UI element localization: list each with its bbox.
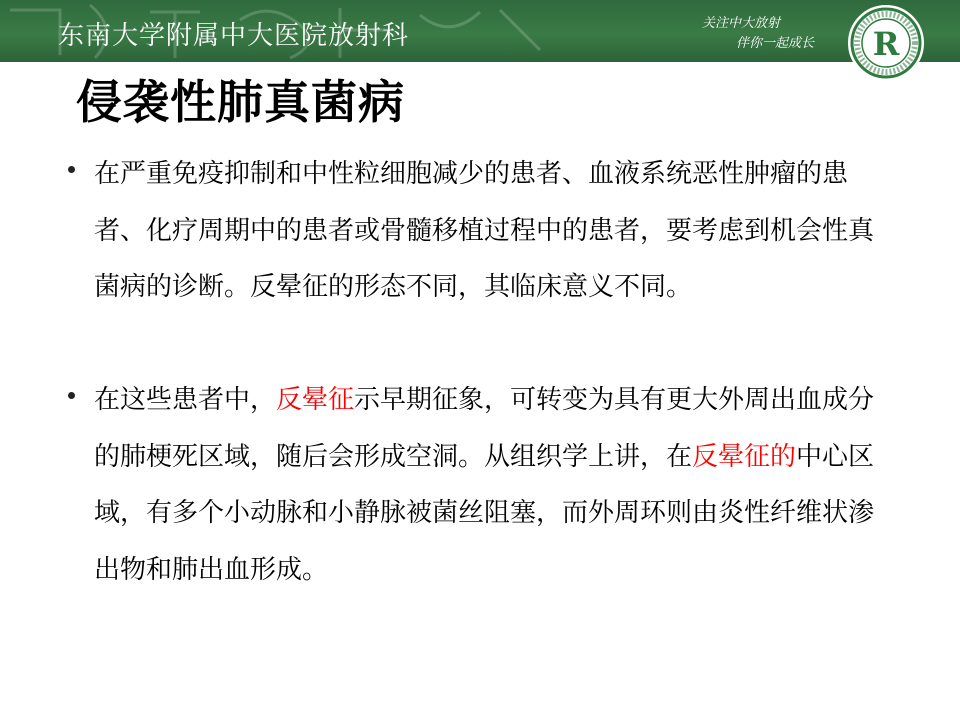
bullet-text-2: [94, 372, 888, 598]
header-bar: [0, 0, 960, 62]
bullet-text-1: [94, 146, 888, 316]
hospital-radiology-logo: [846, 3, 926, 83]
slide-title: 侵袭性肺真菌病: [76, 75, 405, 129]
bullet-dot-icon: [68, 166, 75, 173]
logo-letter: R: [872, 25, 900, 63]
bullet-2-part-5: 中心区域，有多个小动脉和小静脉被菌丝阻塞，而外周环则由炎性纤维状渗出物和肺出血形成。: [94, 441, 875, 585]
slogan-line-1: 关注中大放射: [702, 16, 781, 31]
bullet-1-text: 在严重免疫抑制和中性粒细胞减少的患者、血液系统恶性肿瘤的患者、化疗周期中的患者或骨髓移植过程中的患者，要考虑到机会性真菌病的诊断。反晕征的形态不同，其临床意义不同。: [94, 159, 875, 302]
slogan-line-2: 伴你一起成长: [736, 36, 815, 51]
bullet-dot-icon: [68, 392, 75, 399]
bullet-2-part-1: 在这些患者中，: [94, 385, 277, 415]
highlight-term: 反晕征的: [692, 441, 797, 472]
bullet-item-2: [68, 372, 888, 598]
header-title: 东南大学附属中大医院放射科: [58, 21, 410, 51]
header-slogan: [702, 14, 830, 54]
highlight-term: 反晕征: [276, 385, 355, 415]
bullet-2-part-3: 示早期征象，可转变为具有更大外周出血成分的肺梗死区域，随后会形成空洞。从组织学上讲，在: [94, 385, 875, 472]
bullet-item-1: [68, 146, 888, 316]
